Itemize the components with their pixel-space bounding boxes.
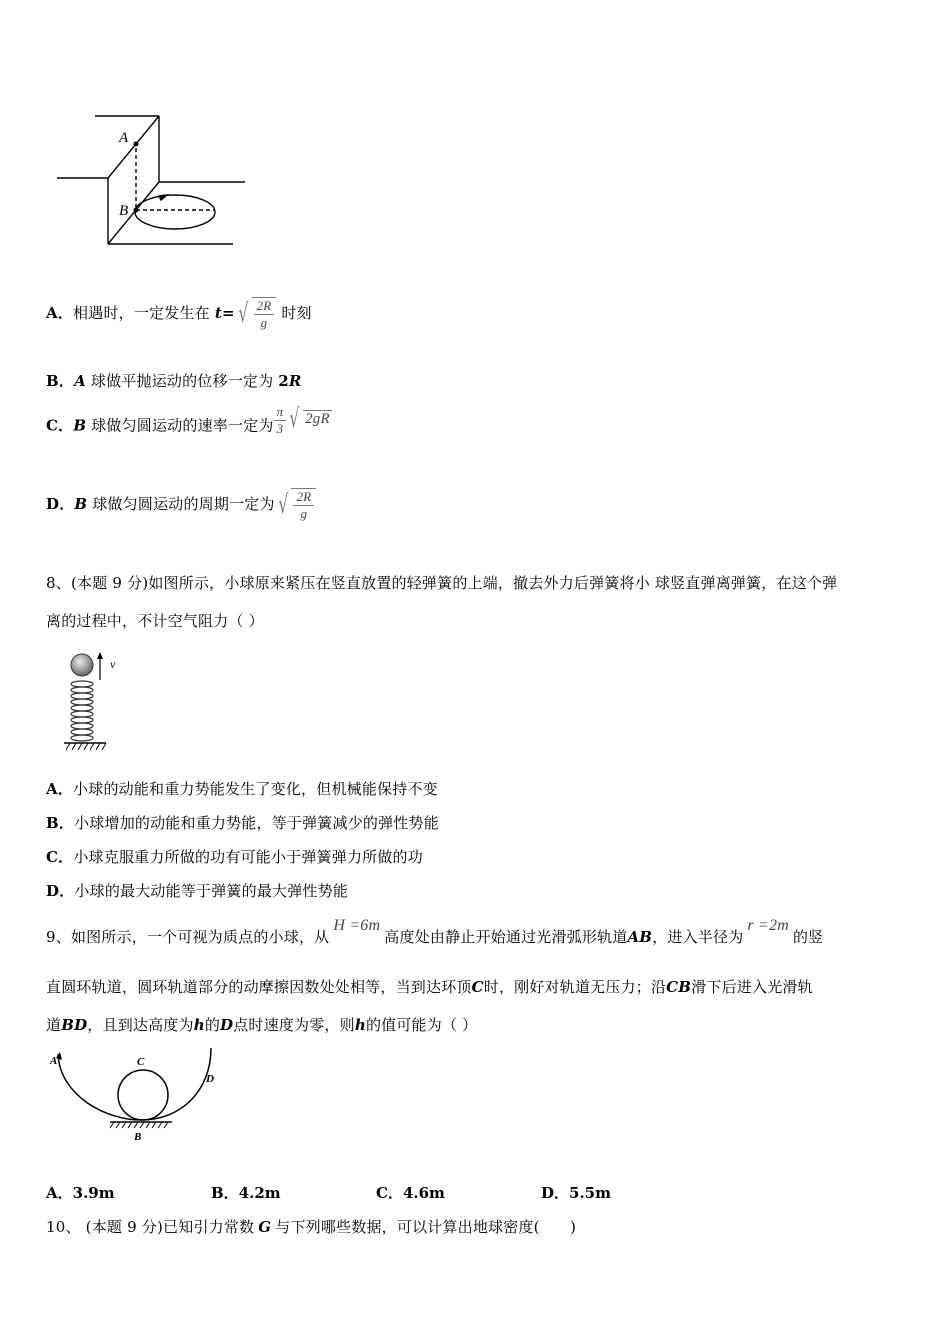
var-c: C	[471, 978, 484, 996]
value-var: R	[288, 372, 302, 390]
text: 的竖	[792, 928, 824, 946]
text: 的	[204, 1016, 221, 1034]
equals: =	[221, 304, 235, 322]
frac-den: 3	[276, 421, 284, 436]
var-cb: CB	[666, 978, 692, 996]
text: 时，刚好对轨道无压力；沿	[483, 978, 667, 996]
option-letter: A．	[46, 1184, 73, 1202]
q9-option-a	[46, 1182, 115, 1203]
frac-num: 2R	[254, 298, 275, 315]
option-text: 小球的最大动能等于弹簧的最大弹性势能	[74, 882, 349, 900]
option-letter: B．	[46, 814, 75, 832]
text: 道	[46, 1016, 62, 1034]
option-letter: A．	[46, 304, 74, 322]
q9-option-d	[541, 1182, 611, 1203]
height-value: H =6m	[333, 917, 381, 934]
track-label-b: B	[134, 1131, 142, 1143]
q9-stem-line1	[46, 917, 824, 947]
option-letter: A．	[46, 780, 74, 798]
text: 直圆环轨道，圆环轨道部分的动摩擦因数处处相等，当到达环顶	[46, 978, 472, 996]
frac-den: g	[260, 315, 268, 330]
option-text: 球做匀圆运动的周期一定为	[87, 495, 275, 513]
figure-loop-track	[46, 1046, 226, 1146]
figure-wall-platform	[55, 112, 255, 247]
text: 10、 (本题 9 分)已知引力常数	[46, 1218, 255, 1236]
option-letter: D．	[541, 1184, 570, 1202]
option-text: 小球的动能和重力势能发生了变化，但机械能保持不变	[73, 780, 438, 798]
option-value: 5.5m	[569, 1184, 611, 1202]
q9-stem-line2	[46, 976, 813, 997]
frac-den: g	[300, 506, 308, 521]
track-label-c: C	[137, 1056, 145, 1068]
track-label-d: D	[206, 1073, 214, 1085]
var-b: B	[73, 416, 87, 435]
var-d: D	[220, 1016, 234, 1034]
value: 2	[278, 372, 289, 390]
frac-num: π	[274, 404, 287, 421]
var-g: G	[258, 1218, 272, 1236]
var-t: t	[214, 304, 222, 322]
figure-spring-ball	[62, 650, 132, 752]
q8-option-a	[46, 778, 438, 799]
q8-option-c	[46, 846, 423, 867]
var-a: A	[74, 372, 86, 390]
option-letter: D．	[46, 882, 75, 900]
text: 高度处由静止开始通过光滑弧形轨道	[384, 928, 628, 946]
sqrt-sign: √	[238, 299, 249, 329]
q7-option-a	[46, 297, 312, 331]
q9-stem-line3	[46, 1014, 477, 1035]
q9-option-c	[376, 1182, 445, 1203]
option-text: 相遇时，一定发生在	[73, 304, 215, 322]
option-text: 球做平抛运动的位移一定为	[85, 372, 279, 390]
option-text: 球做匀圆运动的速率一定为	[86, 416, 274, 435]
q8-option-b	[46, 812, 439, 833]
option-value: 3.9m	[72, 1184, 115, 1202]
text: ，进入半径为	[652, 928, 744, 946]
frac-num: 2R	[293, 489, 314, 506]
text: 滑下后进入光滑轨	[691, 978, 813, 996]
q7-option-d	[46, 488, 316, 522]
track-label-a: A	[50, 1055, 58, 1067]
var-h: h	[354, 1016, 366, 1034]
sqrt-sign: √	[289, 403, 300, 434]
var-ab: AB	[627, 928, 653, 946]
option-letter: B．	[211, 1184, 239, 1202]
radicand: 2gR	[305, 410, 330, 427]
q7-option-c	[46, 403, 332, 443]
q9-option-b	[211, 1182, 281, 1203]
option-text: 小球增加的动能和重力势能，等于弹簧减少的弹性势能	[74, 814, 439, 832]
text: 9、如图所示，一个可视为质点的小球，从	[46, 928, 330, 946]
q10-stem	[46, 1216, 576, 1237]
figure-label-b: B	[119, 203, 129, 219]
text: 点时速度为零，则	[233, 1016, 355, 1034]
option-value: 4.2m	[238, 1184, 281, 1202]
option-letter: C．	[376, 1184, 403, 1202]
option-value: 4.6m	[402, 1184, 445, 1202]
option-letter: C．	[46, 848, 74, 866]
q8-option-d	[46, 880, 348, 901]
option-text-after: 时刻	[276, 304, 312, 322]
text: 与下列哪些数据，可以计算出地球密度( )	[275, 1218, 577, 1236]
var-bd: BD	[61, 1016, 88, 1034]
text: ，且到达高度为	[87, 1016, 194, 1034]
sqrt-sign: √	[278, 490, 289, 520]
velocity-label: v	[110, 657, 116, 671]
text: 的值可能为（ ）	[365, 1016, 478, 1034]
option-letter: B．	[46, 372, 75, 390]
option-letter: D．	[46, 495, 75, 513]
figure-label-a: A	[119, 130, 129, 146]
var-h: h	[193, 1016, 205, 1034]
option-text: 小球克服重力所做的功有可能小于弹簧弹力所做的功	[73, 848, 423, 866]
radius-value: r =2m	[747, 917, 789, 934]
option-letter: C．	[46, 416, 74, 435]
q7-option-b	[46, 370, 302, 391]
q8-stem-line2: 离的过程中，不计空气阻力（ ）	[46, 612, 264, 630]
var-b: B	[74, 495, 88, 513]
q8-stem-line1: 8、(本题 9 分)如图所示，小球原来紧压在竖直放置的轻弹簧的上端，撤去外力后弹簧将小 球竖直弹离弹簧，在这个弹	[46, 574, 838, 592]
